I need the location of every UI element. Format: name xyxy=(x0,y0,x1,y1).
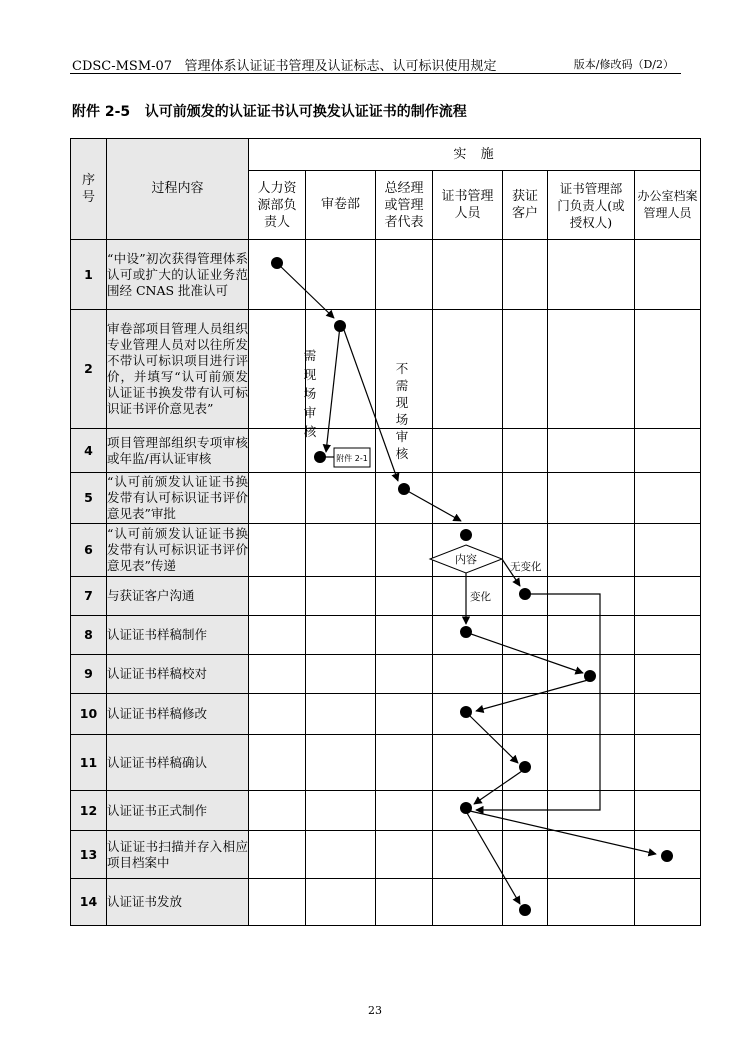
role-archive-admin: 办公室档案 管理人员 xyxy=(635,171,701,240)
row-process: 认证证书发放 xyxy=(107,879,249,926)
row-number: 8 xyxy=(71,616,107,655)
flow-node xyxy=(519,761,531,773)
row-process: 认证证书样稿修改 xyxy=(107,694,249,735)
flow-node xyxy=(519,904,531,916)
no-change-label: 无变化 xyxy=(510,561,542,573)
row-process: 认证证书扫描并存入相应项目档案中 xyxy=(107,831,249,879)
row-process: 认证证书样稿确认 xyxy=(107,735,249,791)
implementation-header: 实 施 xyxy=(249,139,701,171)
flow-arrow xyxy=(277,263,334,318)
header-doc-title: 管理体系认证证书管理及认证标志、认可标识使用规定 xyxy=(184,59,497,74)
row-number: 9 xyxy=(71,655,107,694)
row-number: 14 xyxy=(71,879,107,926)
flow-arrow xyxy=(476,680,588,711)
role-cert-admin: 证书管理 人员 xyxy=(433,171,503,240)
row-process: “中设”初次获得管理体系认可或扩大的认证业务范围经 CNAS 批准认可 xyxy=(107,240,249,310)
flow-arrow xyxy=(476,594,600,810)
row-process: “认可前颁发认证证书换发带有认可标识证书评价意见表”审批 xyxy=(107,473,249,524)
decision-label: 内容 xyxy=(455,553,477,566)
row-process: 审卷部项目管理人员组织专业管理人员对以往所发不带认可标识项目进行评价，并填写“认可前颁发认证证书换发带有认可标识证书评价意见表” xyxy=(107,310,249,429)
flow-node xyxy=(460,706,472,718)
changed-label: 变化 xyxy=(470,591,491,603)
flow-node xyxy=(661,850,673,862)
no-onsite-label: 不需现场审核 xyxy=(395,361,409,461)
process-header: 过程内容 xyxy=(107,139,249,240)
role-cert-dept-head: 证书管理部 门负责人(或 授权人) xyxy=(548,171,635,240)
row-number: 13 xyxy=(71,831,107,879)
no-header-text: 序 号 xyxy=(81,173,95,205)
row-process: 认证证书正式制作 xyxy=(107,791,249,831)
flow-node xyxy=(460,802,472,814)
row-number: 2 xyxy=(71,310,107,429)
header-doc-code: CDSC-MSM-07 xyxy=(72,59,173,74)
page-number: 23 xyxy=(368,1004,382,1017)
flow-arrow xyxy=(404,489,461,521)
row-process: 与获证客户沟通 xyxy=(107,577,249,616)
role-review-dept: 审卷部 xyxy=(306,171,376,240)
row-process: 项目管理部组织专项审核或年监/再认证审核 xyxy=(107,429,249,473)
flow-arrow xyxy=(470,716,518,763)
flow-node xyxy=(460,626,472,638)
row-number: 11 xyxy=(71,735,107,791)
flow-node xyxy=(519,588,531,600)
flow-arrow xyxy=(471,634,583,673)
flow-arrow xyxy=(326,326,340,452)
attachment-ref-label: 附件 2-1 xyxy=(336,454,368,463)
row-number: 6 xyxy=(71,524,107,577)
flow-node xyxy=(398,483,410,495)
header-version: 版本/修改码（D/2） xyxy=(573,58,674,71)
flow-arrow xyxy=(467,813,520,904)
row-number: 7 xyxy=(71,577,107,616)
flow-node xyxy=(271,257,283,269)
row-number: 10 xyxy=(71,694,107,735)
flow-node xyxy=(334,320,346,332)
flow-node xyxy=(584,670,596,682)
row-process: “认可前颁发认证证书换发带有认可标识证书评价意见表”传递 xyxy=(107,524,249,577)
attachment-heading: 认可前颁发的认证证书认可换发认证证书的制作流程 xyxy=(144,104,467,120)
row-process: 认证证书样稿校对 xyxy=(107,655,249,694)
flow-arrow xyxy=(474,771,522,804)
need-onsite-label: 需现场审核 xyxy=(303,348,317,439)
flow-node xyxy=(460,529,472,541)
row-number: 12 xyxy=(71,791,107,831)
role-client: 获证 客户 xyxy=(503,171,548,240)
row-process: 认证证书样稿制作 xyxy=(107,616,249,655)
row-number: 1 xyxy=(71,240,107,310)
row-number: 4 xyxy=(71,429,107,473)
role-hr-head: 人力资 源部负 责人 xyxy=(249,171,306,240)
role-general-manager: 总经理 或管理 者代表 xyxy=(376,171,433,240)
row-number: 5 xyxy=(71,473,107,524)
flow-arrow xyxy=(470,811,656,854)
flow-node xyxy=(314,451,326,463)
attachment-number: 附件 2-5 xyxy=(72,104,131,120)
